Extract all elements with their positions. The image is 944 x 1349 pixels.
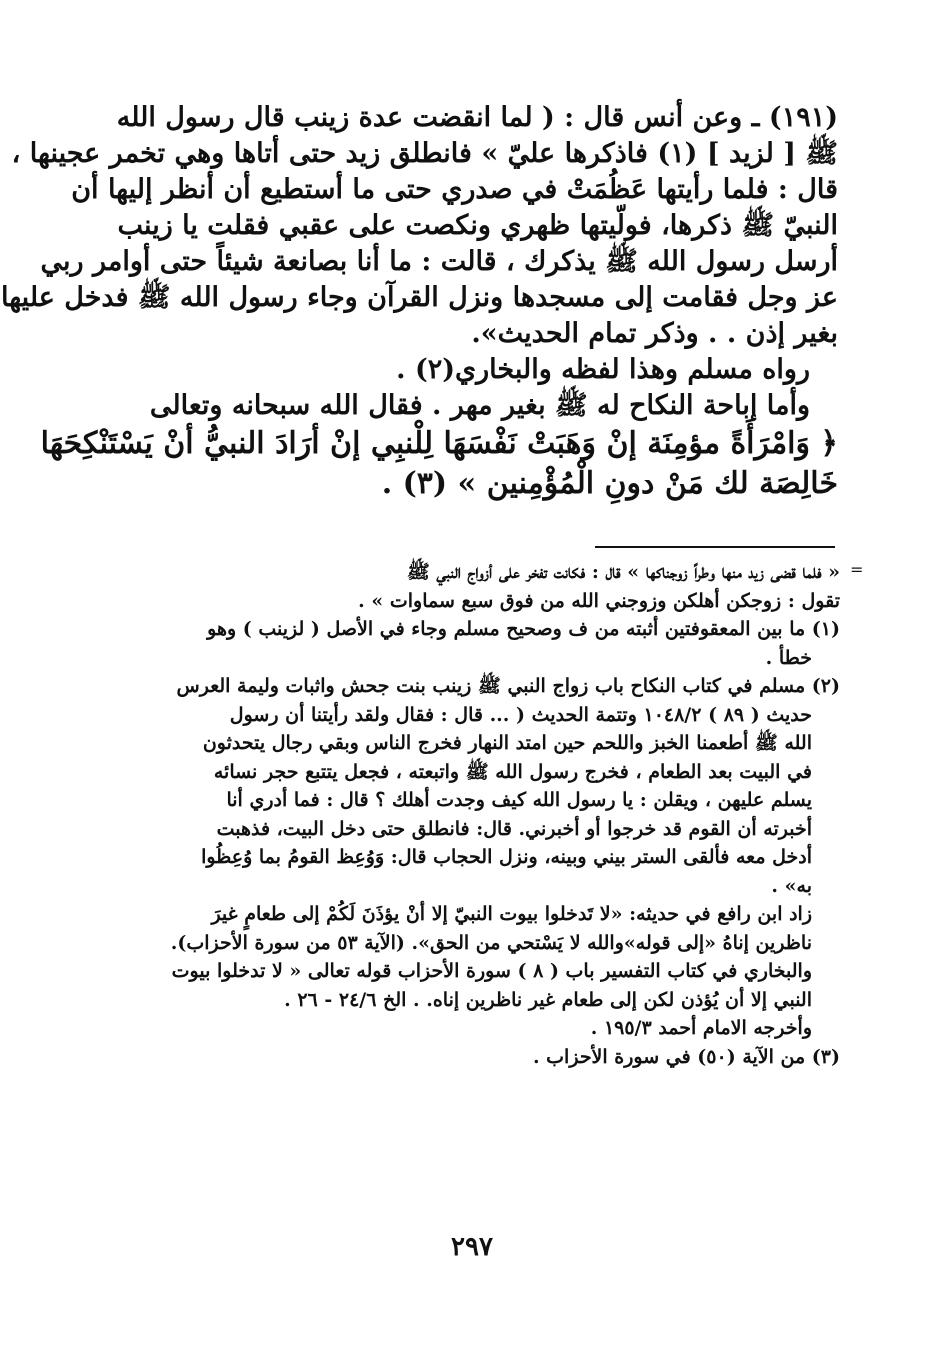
main-line: أرسل رسول الله ﷺ يذكرك ، قالت : ما أنا بصانعة شيئاً حتى أوامر ربي	[40, 246, 838, 277]
page-number: ٢٩٧	[451, 1232, 493, 1262]
footnote-line: يسلم عليهن ، ويقلن : يا رسول الله كيف وجدت أهلك ؟ قال : فما أدري أنا	[226, 789, 812, 811]
main-line: قال : فلما رأيتها عَظُمَتْ في صدري حتى ما أستطيع أن أنظر إليها أن	[71, 174, 838, 205]
footnote-divider	[595, 546, 835, 548]
footnote-line: أخبرته أن القوم قد خرجوا أو أخبرني. قال: فانطلق حتى دخل البيت، فذهبت	[216, 817, 812, 840]
main-line: (١٩١) ـ وعن أنس قال : ( لما انقضت عدة زينب قال رسول الله	[116, 102, 838, 133]
footnote-line: (٢) مسلم في كتاب النكاح باب زواج النبي ﷺ زينب بنت جحش واثبات وليمة العرس	[176, 675, 840, 697]
footnote-line: النبي إلا أن يُؤذن لكن إلى طعام غير ناظرين إناه. . الخ ٢٤/٦ - ٢٦ .	[284, 988, 812, 1011]
footnote-line: (١) ما بين المعقوفتين أثبته من ف وصحيح مسلم وجاء في الأصل ( لزينب ) وهو	[207, 618, 840, 640]
footnote-line: زاد ابن رافع في حديثه: «لا تَدخلوا بيوت النبيّ إلا أنْ يؤذَنَ لَكُمْ إلى طعامٍ غيرَ	[211, 903, 812, 925]
main-text	[1, 100, 838, 504]
main-line: وأما إباحة النكاح له ﷺ بغير مهر . فقال الله سبحانه وتعالى	[149, 390, 810, 421]
quran-verse-line: ﴿ وَامْرَأَةً مؤمِنَة إنْ وَهَبَتْ نَفْسَهَا لِلْنبِي إنْ أرَادَ النبيُّ أنْ يَسْتَنْكِحَهَا	[40, 426, 838, 461]
quran-verse-line: خَالِصَة لك مَنْ دونِ الْمُؤْمِنين » (٣) .	[381, 466, 838, 501]
footnote-line: حديث ( ٨٩ ) ١٠٤٨/٢ وتتمة الحديث ( ... قال : فقال ولقد رأيتنا أن رسول	[229, 703, 812, 726]
footnote-line: أدخل معه فألقى الستر بيني وبينه، ونزل الحجاب قال: وَوُعِظ القومُ بما وُعِظُوا	[201, 846, 812, 868]
footnote-line: في البيت بعد الطعام ، فخرج رسول الله ﷺ واتبعته ، فجعل يتتبع حجر نسائه	[213, 760, 812, 783]
footnote-line: تقول : زوجكن أهلكن وزوجني الله من فوق سبع سماوات » .	[358, 589, 840, 612]
footnote-line: والبخاري في كتاب التفسير باب ( ٨ ) سورة الأحزاب قوله تعالى « لا تدخلوا بيوت	[171, 960, 812, 982]
footnotes	[128, 558, 840, 1071]
footnote-line: ناظرين إناهُ «إلى قوله»والله لا يَسْتحي من الحق». (الآية ٥٣ من سورة الأحزاب).	[170, 931, 812, 954]
footnote-line: الله ﷺ أطعمنا الخبز واللحم حين امتد النهار فخرج الناس وبقي رجال يتحدثون	[202, 732, 812, 754]
footnote-line: وأخرجه الامام أحمد ١٩٥/٣ .	[590, 1017, 812, 1039]
main-line: بغير إذن . . وذكر تمام الحديث».	[471, 318, 838, 349]
footnote-continuation-mark: =	[850, 560, 864, 579]
footnote-line: « فلما قضى زيد منها وطراً زوجناكها » قال : فكانت تفخر على أزواج النبي ﷺ	[406, 561, 840, 583]
footnote-line: (٣) من الآية (٥٠) في سورة الأحزاب .	[532, 1045, 840, 1068]
footnote-line: خطأ .	[765, 646, 812, 669]
main-line: النبيّ ﷺ ذكرها، فولّيتها ظهري ونكصت على عقبي فقلت يا زينب	[117, 210, 838, 241]
main-line: عز وجل فقامت إلى مسجدها ونزل القرآن وجاء رسول الله ﷺ فدخل عليها	[1, 282, 838, 313]
main-line: ﷺ [ لزيد ] (١) فاذكرها عليّ » فانطلق زيد حتى أتاها وهي تخمر عجينها ،	[11, 138, 838, 169]
footnote-line: به» .	[771, 874, 812, 897]
main-line: رواه مسلم وهذا لفظه والبخاري(٢) .	[396, 354, 810, 385]
